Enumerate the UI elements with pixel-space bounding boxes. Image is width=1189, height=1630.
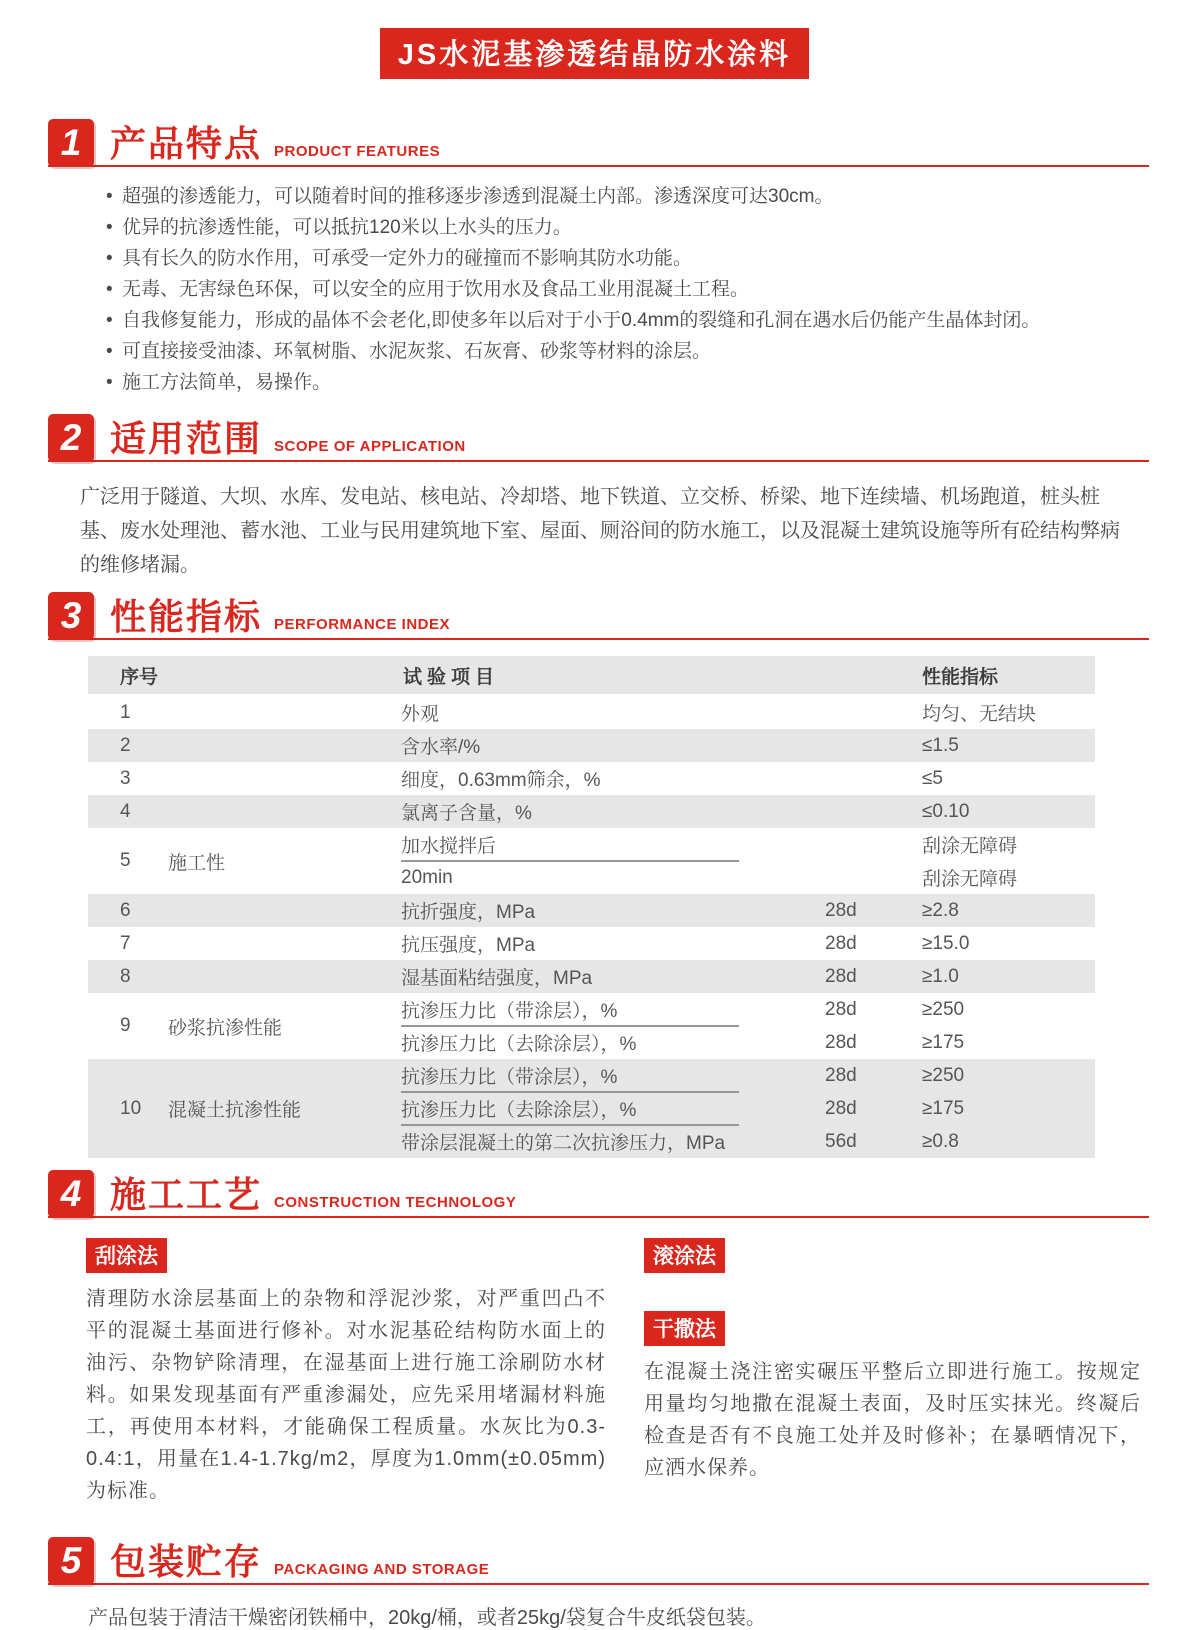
cell-test-item: 湿基面粘结强度，MPa xyxy=(401,968,593,989)
cell-index: ≥175 xyxy=(922,1097,965,1119)
scrape-method-badge: 刮涂法 xyxy=(86,1238,167,1273)
cell-no: 2 xyxy=(120,734,131,756)
feature-bullet: • 施工方法简单，易操作。 xyxy=(104,367,1149,398)
cell-no: 5 xyxy=(120,850,131,871)
cell-no: 8 xyxy=(120,965,131,987)
section-subtitle: PRODUCT FEATURES xyxy=(274,143,441,160)
section-subtitle: SCOPE OF APPLICATION xyxy=(274,438,466,455)
section-title: 包装贮存 xyxy=(110,1541,263,1582)
cell-group: 混凝土抗渗性能 xyxy=(168,1100,302,1121)
roll-dry-method-column xyxy=(644,1238,1141,1507)
cell-age: 28d xyxy=(825,899,857,921)
roll-method-badge: 滚涂法 xyxy=(644,1238,725,1273)
column-header-item: 试验项目 xyxy=(403,666,500,688)
cell-test-item: 抗折强度，MPa xyxy=(401,902,536,923)
cell-age: 56d xyxy=(825,1130,857,1152)
cell-index: ≤5 xyxy=(922,767,943,789)
section-subtitle: PACKAGING AND STORAGE xyxy=(274,1561,490,1578)
cell-index: ≤1.5 xyxy=(922,734,959,756)
cell-test-item: 抗渗压力比（去除涂层），% xyxy=(395,1092,815,1125)
table-header-row xyxy=(88,656,1095,694)
cell-no: 7 xyxy=(120,932,131,954)
feature-list xyxy=(104,181,1149,398)
section-header-features xyxy=(48,119,1149,167)
cell-index: ≥1.0 xyxy=(922,965,959,987)
table-row xyxy=(88,828,1095,894)
section-number-badge: 4 xyxy=(48,1170,94,1218)
cell-index: ≥250 xyxy=(922,998,965,1020)
section-subtitle: PERFORMANCE INDEX xyxy=(274,616,451,633)
cell-group: 施工性 xyxy=(168,852,226,874)
cell-test-item: 抗渗压力比（带涂层），% xyxy=(395,1059,815,1092)
cell-age: 28d xyxy=(825,1097,857,1119)
table-row xyxy=(88,894,1095,927)
scope-paragraph: 广泛用于隧道、大坝、水库、发电站、核电站、冷却塔、地下铁道、立交桥、桥梁、地下连续墙、机场跑道，桩头桩基、废水处理池、蓄水池、工业与民用建筑地下室、屋面、厕浴间的防水施工，以及混凝土建筑设施等所有砼结构弊病的维修堵漏。 xyxy=(80,486,1120,576)
table-body xyxy=(88,696,1095,1158)
cell-age: 28d xyxy=(825,932,857,954)
cell-test-item: 20min xyxy=(401,866,453,888)
cell-age: 28d xyxy=(825,998,857,1020)
cell-age: 28d xyxy=(825,1064,857,1086)
table-row xyxy=(88,927,1095,960)
cell-no: 10 xyxy=(120,1097,142,1119)
cell-index: ≥15.0 xyxy=(922,932,970,954)
scrape-method-text: 清理防水涂层基面上的杂物和浮泥沙浆，对严重凹凸不平的混凝土基面进行修补。对水泥基砼结构防水面上的油污、杂物铲除清理，在湿基面上进行施工涂刷防水材料。如果发现基面有严重渗漏处，应先采用堵漏材料施工，再使用本材料，才能确保工程质量。水灰比为0.3-0.4:1，用量在1.4-1.7kg/m2，厚度为1.0mm(±0.05mm)为标准。 xyxy=(86,1288,606,1502)
table-row xyxy=(88,1059,1095,1158)
cell-group: 砂浆抗渗性能 xyxy=(168,1017,283,1039)
cell-test-item: 氯离子含量，% xyxy=(401,803,532,824)
section-header-performance xyxy=(48,592,1149,640)
cell-no: 1 xyxy=(120,701,131,723)
cell-test-item: 细度，0.63mm筛余，% xyxy=(401,770,601,791)
cell-index: 刮涂无障碍 xyxy=(922,869,1018,890)
cell-no: 9 xyxy=(120,1015,131,1036)
cell-test-item: 含水率/% xyxy=(401,737,481,758)
table-row xyxy=(88,729,1095,762)
table-row xyxy=(88,696,1095,729)
table-row xyxy=(88,993,1095,1059)
cell-no: 4 xyxy=(120,800,131,822)
cell-index: ≥0.8 xyxy=(922,1130,959,1152)
section-title: 产品特点 xyxy=(110,123,263,164)
section-header-construction xyxy=(48,1170,1149,1218)
construction-columns xyxy=(86,1238,1141,1507)
page-title: JS水泥基渗透结晶防水涂料 xyxy=(380,28,809,79)
feature-bullet: • 自我修复能力，形成的晶体不会老化,即使多年以后对于小于0.4mm的裂缝和孔洞在遇水后仍能产生晶体封闭。 xyxy=(104,305,1149,336)
feature-bullet: • 无毒、无害绿色环保，可以安全的应用于饮用水及食品工业用混凝土工程。 xyxy=(104,274,1149,305)
cell-index: ≥175 xyxy=(922,1031,965,1053)
section-header-scope xyxy=(48,414,1149,462)
cell-test-item: 抗压强度，MPa xyxy=(401,935,536,956)
cell-index: 均匀、无结块 xyxy=(922,704,1037,725)
cell-test-item: 加水搅拌后 xyxy=(395,828,815,861)
scrape-method-column xyxy=(86,1238,606,1507)
cell-index: ≥250 xyxy=(922,1064,965,1086)
dry-sprinkle-method-badge: 干撒法 xyxy=(644,1311,725,1346)
cell-index: 刮涂无障碍 xyxy=(922,836,1018,857)
cell-no: 3 xyxy=(120,767,131,789)
packaging-paragraph: 产品包装于清洁干燥密闭铁桶中，20kg/桶，或者25kg/袋复合牛皮纸袋包装。 xyxy=(88,1607,766,1629)
cell-index: ≤0.10 xyxy=(922,800,970,822)
column-header-no: 序号 xyxy=(120,666,159,688)
table-row xyxy=(88,960,1095,993)
cell-test-item: 抗渗压力比（带涂层），% xyxy=(395,993,815,1026)
column-header-index: 性能指标 xyxy=(922,666,999,688)
cell-test-item: 抗渗压力比（去除涂层），% xyxy=(401,1034,637,1055)
table-row xyxy=(88,762,1095,795)
cell-no: 6 xyxy=(120,899,131,921)
cell-age: 28d xyxy=(825,1031,857,1053)
section-number-badge: 5 xyxy=(48,1537,94,1585)
section-subtitle: CONSTRUCTION TECHNOLOGY xyxy=(274,1194,517,1211)
cell-test-item: 带涂层混凝土的第二次抗渗压力，MPa xyxy=(401,1133,726,1154)
section-title: 性能指标 xyxy=(110,596,263,637)
cell-test-item: 外观 xyxy=(401,704,440,725)
performance-table xyxy=(88,656,1095,1158)
feature-bullet: • 具有长久的防水作用，可承受一定外力的碰撞而不影响其防水功能。 xyxy=(104,243,1149,274)
section-number-badge: 3 xyxy=(48,592,94,640)
section-title: 施工工艺 xyxy=(110,1174,263,1215)
section-number-badge: 2 xyxy=(48,414,94,462)
feature-bullet: • 超强的渗透能力，可以随着时间的推移逐步渗透到混凝土内部。渗透深度可达30cm。 xyxy=(104,181,1149,212)
feature-bullet: • 优异的抗渗透性能，可以抵抗120米以上水头的压力。 xyxy=(104,212,1149,243)
section-title: 适用范围 xyxy=(110,418,263,459)
cell-age: 28d xyxy=(825,965,857,987)
table-row xyxy=(88,795,1095,828)
feature-bullet: • 可直接接受油漆、环氧树脂、水泥灰浆、石灰膏、砂浆等材料的涂层。 xyxy=(104,336,1149,367)
section-header-packaging xyxy=(48,1537,1149,1585)
section-number-badge: 1 xyxy=(48,119,94,167)
dry-sprinkle-method-text: 在混凝土浇注密实碾压平整后立即进行施工。按规定用量均匀地撒在混凝土表面，及时压实抹光。终凝后检查是否有不良施工处并及时修补；在暴晒情况下，应洒水保养。 xyxy=(644,1361,1141,1479)
cell-index: ≥2.8 xyxy=(922,899,959,921)
